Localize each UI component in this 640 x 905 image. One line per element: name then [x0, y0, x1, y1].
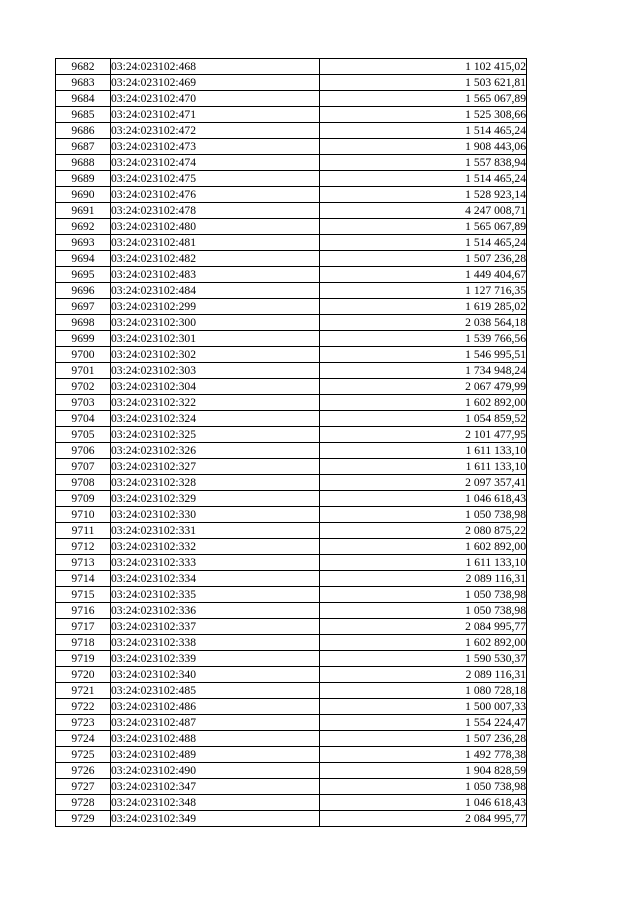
table-row	[56, 683, 527, 699]
row-number-cell: 9714	[56, 571, 111, 587]
cadastral-number-cell: 03:24:023102:326	[111, 443, 320, 459]
row-number-cell: 9729	[56, 811, 111, 827]
cadastral-number-cell: 03:24:023102:322	[111, 395, 320, 411]
cadastral-number-cell: 03:24:023102:303	[111, 363, 320, 379]
cadastral-number-cell: 03:24:023102:470	[111, 91, 320, 107]
table-row	[56, 411, 527, 427]
cadastral-number-cell: 03:24:023102:474	[111, 155, 320, 171]
cadastral-number-cell: 03:24:023102:349	[111, 811, 320, 827]
row-number-cell: 9688	[56, 155, 111, 171]
cadastral-value-cell: 1 046 618,43	[320, 795, 527, 811]
row-number-cell: 9718	[56, 635, 111, 651]
row-number-cell: 9706	[56, 443, 111, 459]
table-row	[56, 139, 527, 155]
cadastral-value-cell: 2 038 564,18	[320, 315, 527, 331]
table-row	[56, 715, 527, 731]
row-number-cell: 9719	[56, 651, 111, 667]
cadastral-number-cell: 03:24:023102:329	[111, 491, 320, 507]
table-row	[56, 203, 527, 219]
cadastral-number-cell: 03:24:023102:324	[111, 411, 320, 427]
row-number-cell: 9690	[56, 187, 111, 203]
cadastral-number-cell: 03:24:023102:302	[111, 347, 320, 363]
cadastral-value-cell: 1 507 236,28	[320, 251, 527, 267]
table-row	[56, 363, 527, 379]
cadastral-value-cell: 1 546 995,51	[320, 347, 527, 363]
cadastral-value-cell: 1 050 738,98	[320, 603, 527, 619]
row-number-cell: 9684	[56, 91, 111, 107]
row-number-cell: 9699	[56, 331, 111, 347]
table-row	[56, 539, 527, 555]
cadastral-value-cell: 2 084 995,77	[320, 811, 527, 827]
row-number-cell: 9703	[56, 395, 111, 411]
cadastral-number-cell: 03:24:023102:475	[111, 171, 320, 187]
table-row	[56, 187, 527, 203]
table-row	[56, 443, 527, 459]
row-number-cell: 9701	[56, 363, 111, 379]
cadastral-number-cell: 03:24:023102:333	[111, 555, 320, 571]
cadastral-number-cell: 03:24:023102:488	[111, 731, 320, 747]
row-number-cell: 9686	[56, 123, 111, 139]
row-number-cell: 9707	[56, 459, 111, 475]
cadastral-value-cell: 2 084 995,77	[320, 619, 527, 635]
cadastral-number-cell: 03:24:023102:485	[111, 683, 320, 699]
cadastral-value-cell: 2 080 875,22	[320, 523, 527, 539]
cadastral-number-cell: 03:24:023102:327	[111, 459, 320, 475]
cadastral-number-cell: 03:24:023102:482	[111, 251, 320, 267]
cadastral-number-cell: 03:24:023102:299	[111, 299, 320, 315]
cadastral-value-cell: 1 500 007,33	[320, 699, 527, 715]
cadastral-value-cell: 1 539 766,56	[320, 331, 527, 347]
cadastral-value-cell: 1 507 236,28	[320, 731, 527, 747]
cadastral-value-cell: 1 503 621,81	[320, 75, 527, 91]
row-number-cell: 9727	[56, 779, 111, 795]
row-number-cell: 9715	[56, 587, 111, 603]
row-number-cell: 9713	[56, 555, 111, 571]
cadastral-value-cell: 1 602 892,00	[320, 539, 527, 555]
table-row	[56, 747, 527, 763]
cadastral-number-cell: 03:24:023102:489	[111, 747, 320, 763]
cadastral-number-cell: 03:24:023102:480	[111, 219, 320, 235]
table-row	[56, 59, 527, 75]
cadastral-value-cell: 2 089 116,31	[320, 571, 527, 587]
cadastral-number-cell: 03:24:023102:335	[111, 587, 320, 603]
row-number-cell: 9693	[56, 235, 111, 251]
cadastral-number-cell: 03:24:023102:337	[111, 619, 320, 635]
table-row	[56, 475, 527, 491]
cadastral-number-cell: 03:24:023102:332	[111, 539, 320, 555]
cadastral-number-cell: 03:24:023102:300	[111, 315, 320, 331]
cadastral-number-cell: 03:24:023102:334	[111, 571, 320, 587]
cadastral-number-cell: 03:24:023102:484	[111, 283, 320, 299]
table-row	[56, 779, 527, 795]
row-number-cell: 9716	[56, 603, 111, 619]
cadastral-value-cell: 1 525 308,66	[320, 107, 527, 123]
cadastral-value-cell: 1 557 838,94	[320, 155, 527, 171]
row-number-cell: 9691	[56, 203, 111, 219]
cadastral-value-cell: 2 101 477,95	[320, 427, 527, 443]
cadastral-value-cell: 1 734 948,24	[320, 363, 527, 379]
cadastral-number-cell: 03:24:023102:468	[111, 59, 320, 75]
cadastral-number-cell: 03:24:023102:471	[111, 107, 320, 123]
cadastral-value-cell: 2 097 357,41	[320, 475, 527, 491]
cadastral-value-cell: 1 611 133,10	[320, 459, 527, 475]
cadastral-value-cell: 1 050 738,98	[320, 779, 527, 795]
cadastral-value-cell: 1 054 859,52	[320, 411, 527, 427]
cadastral-number-cell: 03:24:023102:476	[111, 187, 320, 203]
table-row	[56, 619, 527, 635]
row-number-cell: 9695	[56, 267, 111, 283]
table-row	[56, 587, 527, 603]
cadastral-value-cell: 1 514 465,24	[320, 171, 527, 187]
cadastral-number-cell: 03:24:023102:490	[111, 763, 320, 779]
cadastral-number-cell: 03:24:023102:301	[111, 331, 320, 347]
table-row	[56, 75, 527, 91]
cadastral-value-cell: 1 528 923,14	[320, 187, 527, 203]
cadastral-value-cell: 1 492 778,38	[320, 747, 527, 763]
cadastral-value-cell: 1 602 892,00	[320, 395, 527, 411]
cadastral-number-cell: 03:24:023102:336	[111, 603, 320, 619]
cadastral-value-cell: 1 127 716,35	[320, 283, 527, 299]
table-row	[56, 763, 527, 779]
table-row	[56, 219, 527, 235]
table-row	[56, 283, 527, 299]
row-number-cell: 9694	[56, 251, 111, 267]
row-number-cell: 9704	[56, 411, 111, 427]
table-row	[56, 635, 527, 651]
row-number-cell: 9708	[56, 475, 111, 491]
row-number-cell: 9709	[56, 491, 111, 507]
table-row	[56, 395, 527, 411]
cadastral-number-cell: 03:24:023102:486	[111, 699, 320, 715]
table-row	[56, 699, 527, 715]
row-number-cell: 9724	[56, 731, 111, 747]
cadastral-number-cell: 03:24:023102:340	[111, 667, 320, 683]
table-row	[56, 555, 527, 571]
table-row	[56, 795, 527, 811]
row-number-cell: 9683	[56, 75, 111, 91]
cadastral-number-cell: 03:24:023102:469	[111, 75, 320, 91]
table-row	[56, 123, 527, 139]
row-number-cell: 9717	[56, 619, 111, 635]
cadastral-number-cell: 03:24:023102:472	[111, 123, 320, 139]
cadastral-value-cell: 1 602 892,00	[320, 635, 527, 651]
cadastral-value-cell: 1 449 404,67	[320, 267, 527, 283]
row-number-cell: 9728	[56, 795, 111, 811]
table-row	[56, 811, 527, 827]
cadastral-value-cell: 1 102 415,02	[320, 59, 527, 75]
row-number-cell: 9697	[56, 299, 111, 315]
cadastral-number-cell: 03:24:023102:328	[111, 475, 320, 491]
cadastral-number-cell: 03:24:023102:339	[111, 651, 320, 667]
row-number-cell: 9711	[56, 523, 111, 539]
table-row	[56, 379, 527, 395]
row-number-cell: 9712	[56, 539, 111, 555]
cadastral-value-cell: 1 080 728,18	[320, 683, 527, 699]
table-row	[56, 603, 527, 619]
cadastral-value-cell: 1 565 067,89	[320, 219, 527, 235]
row-number-cell: 9720	[56, 667, 111, 683]
row-number-cell: 9700	[56, 347, 111, 363]
cadastral-value-cell: 1 565 067,89	[320, 91, 527, 107]
cadastral-number-cell: 03:24:023102:304	[111, 379, 320, 395]
row-number-cell: 9687	[56, 139, 111, 155]
row-number-cell: 9685	[56, 107, 111, 123]
table-row	[56, 267, 527, 283]
cadastral-number-cell: 03:24:023102:330	[111, 507, 320, 523]
cadastral-value-cell: 1 611 133,10	[320, 555, 527, 571]
row-number-cell: 9689	[56, 171, 111, 187]
cadastral-number-cell: 03:24:023102:481	[111, 235, 320, 251]
cadastral-value-cell: 2 089 116,31	[320, 667, 527, 683]
cadastral-value-cell: 1 619 285,02	[320, 299, 527, 315]
table-row	[56, 571, 527, 587]
row-number-cell: 9721	[56, 683, 111, 699]
cadastral-value-cell: 1 611 133,10	[320, 443, 527, 459]
row-number-cell: 9723	[56, 715, 111, 731]
table-row	[56, 251, 527, 267]
table-row	[56, 731, 527, 747]
cadastral-number-cell: 03:24:023102:473	[111, 139, 320, 155]
table-row	[56, 331, 527, 347]
table-row	[56, 171, 527, 187]
row-number-cell: 9682	[56, 59, 111, 75]
table-body	[56, 59, 527, 827]
table-row	[56, 459, 527, 475]
cadastral-value-cell: 1 904 828,59	[320, 763, 527, 779]
row-number-cell: 9725	[56, 747, 111, 763]
cadastral-value-cell: 1 554 224,47	[320, 715, 527, 731]
cadastral-number-cell: 03:24:023102:325	[111, 427, 320, 443]
table-row	[56, 91, 527, 107]
table-row	[56, 235, 527, 251]
cadastral-value-cell: 1 050 738,98	[320, 507, 527, 523]
row-number-cell: 9692	[56, 219, 111, 235]
row-number-cell: 9696	[56, 283, 111, 299]
table-row	[56, 491, 527, 507]
cadastral-number-cell: 03:24:023102:331	[111, 523, 320, 539]
table-row	[56, 315, 527, 331]
cadastral-value-cell: 1 514 465,24	[320, 235, 527, 251]
cadastral-number-cell: 03:24:023102:478	[111, 203, 320, 219]
cadastral-value-cell: 1 908 443,06	[320, 139, 527, 155]
row-number-cell: 9722	[56, 699, 111, 715]
row-number-cell: 9726	[56, 763, 111, 779]
table-row	[56, 299, 527, 315]
cadastral-value-cell: 2 067 479,99	[320, 379, 527, 395]
cadastral-number-cell: 03:24:023102:338	[111, 635, 320, 651]
cadastral-number-cell: 03:24:023102:347	[111, 779, 320, 795]
row-number-cell: 9705	[56, 427, 111, 443]
cadastral-value-table	[55, 58, 527, 827]
table-row	[56, 523, 527, 539]
cadastral-value-cell: 4 247 008,71	[320, 203, 527, 219]
cadastral-value-cell: 1 046 618,43	[320, 491, 527, 507]
row-number-cell: 9698	[56, 315, 111, 331]
table-row	[56, 107, 527, 123]
table-row	[56, 651, 527, 667]
cadastral-number-cell: 03:24:023102:487	[111, 715, 320, 731]
table-row	[56, 347, 527, 363]
cadastral-value-cell: 1 050 738,98	[320, 587, 527, 603]
cadastral-number-cell: 03:24:023102:348	[111, 795, 320, 811]
cadastral-value-cell: 1 514 465,24	[320, 123, 527, 139]
table-row	[56, 155, 527, 171]
cadastral-number-cell: 03:24:023102:483	[111, 267, 320, 283]
table-row	[56, 667, 527, 683]
row-number-cell: 9710	[56, 507, 111, 523]
row-number-cell: 9702	[56, 379, 111, 395]
table-row	[56, 507, 527, 523]
cadastral-value-cell: 1 590 530,37	[320, 651, 527, 667]
table-row	[56, 427, 527, 443]
